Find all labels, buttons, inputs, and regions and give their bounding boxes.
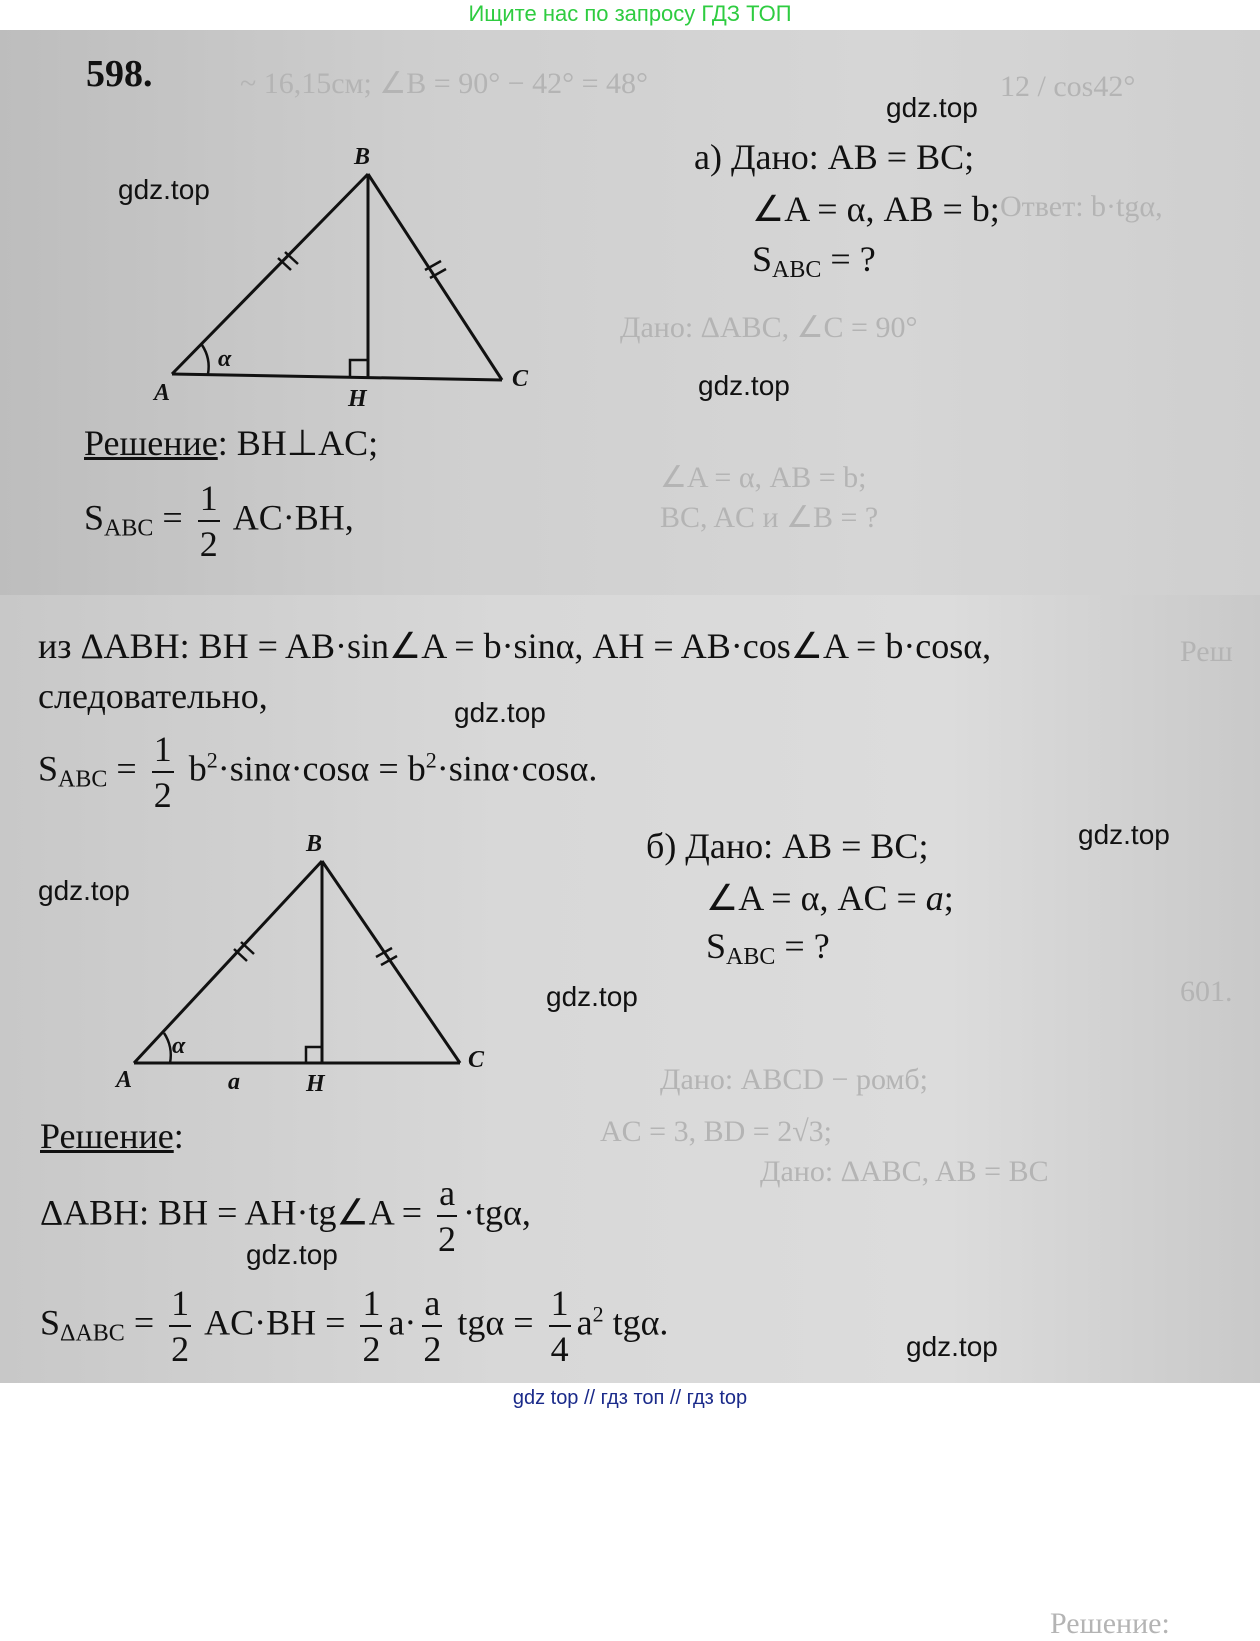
bleed-through-text: Реш [1180,635,1233,668]
bleed-through-text: AC = 3, BD = 2√3; [600,1115,832,1148]
fraction-a-over-2: $\frac{a}{2}$ [423,1283,442,1369]
watermark: gdz.top [546,981,638,1012]
vertex-label-h: H [306,1071,325,1097]
watermark: gdz.top [886,92,978,123]
triangle-figure-a [150,140,550,410]
solution-a-line3: следовательно, [38,676,268,716]
given-b-line2: ∠A = α, AC = a; [706,878,954,918]
watermark: gdz.top [698,370,790,401]
watermark: gdz.top [906,1331,998,1362]
bleed-through-text: ~ 16,15см; ∠B = 90° − 42° = 48° [240,67,649,100]
given-a-line1: а) Дано: AB = BC; [694,137,975,177]
bleed-through-text: 601. [1180,975,1233,1008]
solution-a-line2: из ΔABH: BH = AB·sin∠A = b·sinα, AH = AB·cos∠A = b·cosα, [38,626,992,666]
watermark: gdz.top [38,875,130,906]
vertex-label-h: H [348,386,367,412]
watermark: gdz.top [246,1239,338,1270]
fraction-half: $\frac{1}{2}$ [153,729,172,815]
solution-b-label: Решение: [40,1116,184,1156]
triangle-figure-b [110,825,530,1105]
bleed-through-text: BC, AC и ∠B = ? [660,501,879,534]
given-b-line3: $S_{ABC}$ = ? [706,926,830,970]
bleed-through-text: Дано: ABCD − ромб; [660,1063,928,1096]
fraction-half: $\frac{1}{2}$ [199,478,218,564]
fraction-half: $\frac{1}{2}$ [171,1283,190,1369]
bleed-through-text: 12 / cos42° [1000,70,1136,103]
vertex-label-b: B [354,144,371,170]
vertex-label-a: A [154,380,171,406]
top-banner[interactable]: Ищите нас по запросу ГДЗ ТОП [0,0,1260,30]
fraction-a-over-2: $\frac{a}{2}$ [438,1173,457,1259]
vertex-label-b: B [306,831,323,857]
footer-links[interactable]: gdz top // гдз топ // гдз top [0,1383,1260,1415]
watermark: gdz.top [1078,819,1170,850]
given-a-line3: $S_{ABC}$ = ? [752,239,876,283]
solution-label: Решение [40,1116,174,1156]
solution-label: Решение [84,423,218,463]
vertex-label-c: C [512,366,529,392]
vertex-label-c: C [468,1047,485,1073]
angle-label-alpha: α [172,1033,186,1059]
problem-number: 598. [86,53,153,95]
solution-a-line1: Решение: BH⊥AC; [84,423,379,463]
fraction-quarter: $\frac{1}{4}$ [550,1283,569,1369]
area-formula-a-final: $S_{ABC}$ = $\frac{1}{2}$ $b^2\cdot\sin\alpha\cdot\cos\alpha = b^2\cdot\sin\alpha\cdot\cos\alpha$. [38,729,598,815]
fraction-half: $\frac{1}{2}$ [362,1283,381,1369]
bleed-through-text: ∠A = α, AB = b; [660,461,867,494]
bleed-through-text: Решение: [1050,1607,1170,1640]
watermark: gdz.top [454,697,546,728]
bleed-through-text: Дано: ΔABC, AB = BC [760,1155,1049,1188]
scan-fragment-1 [0,30,1260,595]
watermark: gdz.top [118,174,210,205]
bleed-through-text: Дано: ΔABC, ∠C = 90° [620,311,918,344]
bh-formula-b: ΔABH: BH = AH·tg∠A = $\frac{a}{2}$ ·tgα, [40,1173,531,1259]
given-a-line2: ∠A = α, AB = b; [752,189,1000,229]
given-b-line1: б) Дано: AB = BC; [646,826,929,866]
bleed-through-text: Ответ: b·tgα, [1000,190,1163,223]
vertex-label-a: A [116,1067,133,1093]
area-formula-b: $S_{\Delta ABC}$ = $\frac{1}{2}$ AC·BH = $\frac{1}{2}$ a· $\frac{a}{2}$ tgα = $\frac{1}{4}$ $a^2$ tgα. [40,1283,669,1369]
base-label-a: a [228,1069,240,1095]
angle-label-alpha: α [218,346,232,372]
area-formula-a: $S_{ABC}$ = $\frac{1}{2}$ AC·BH, [84,478,354,564]
